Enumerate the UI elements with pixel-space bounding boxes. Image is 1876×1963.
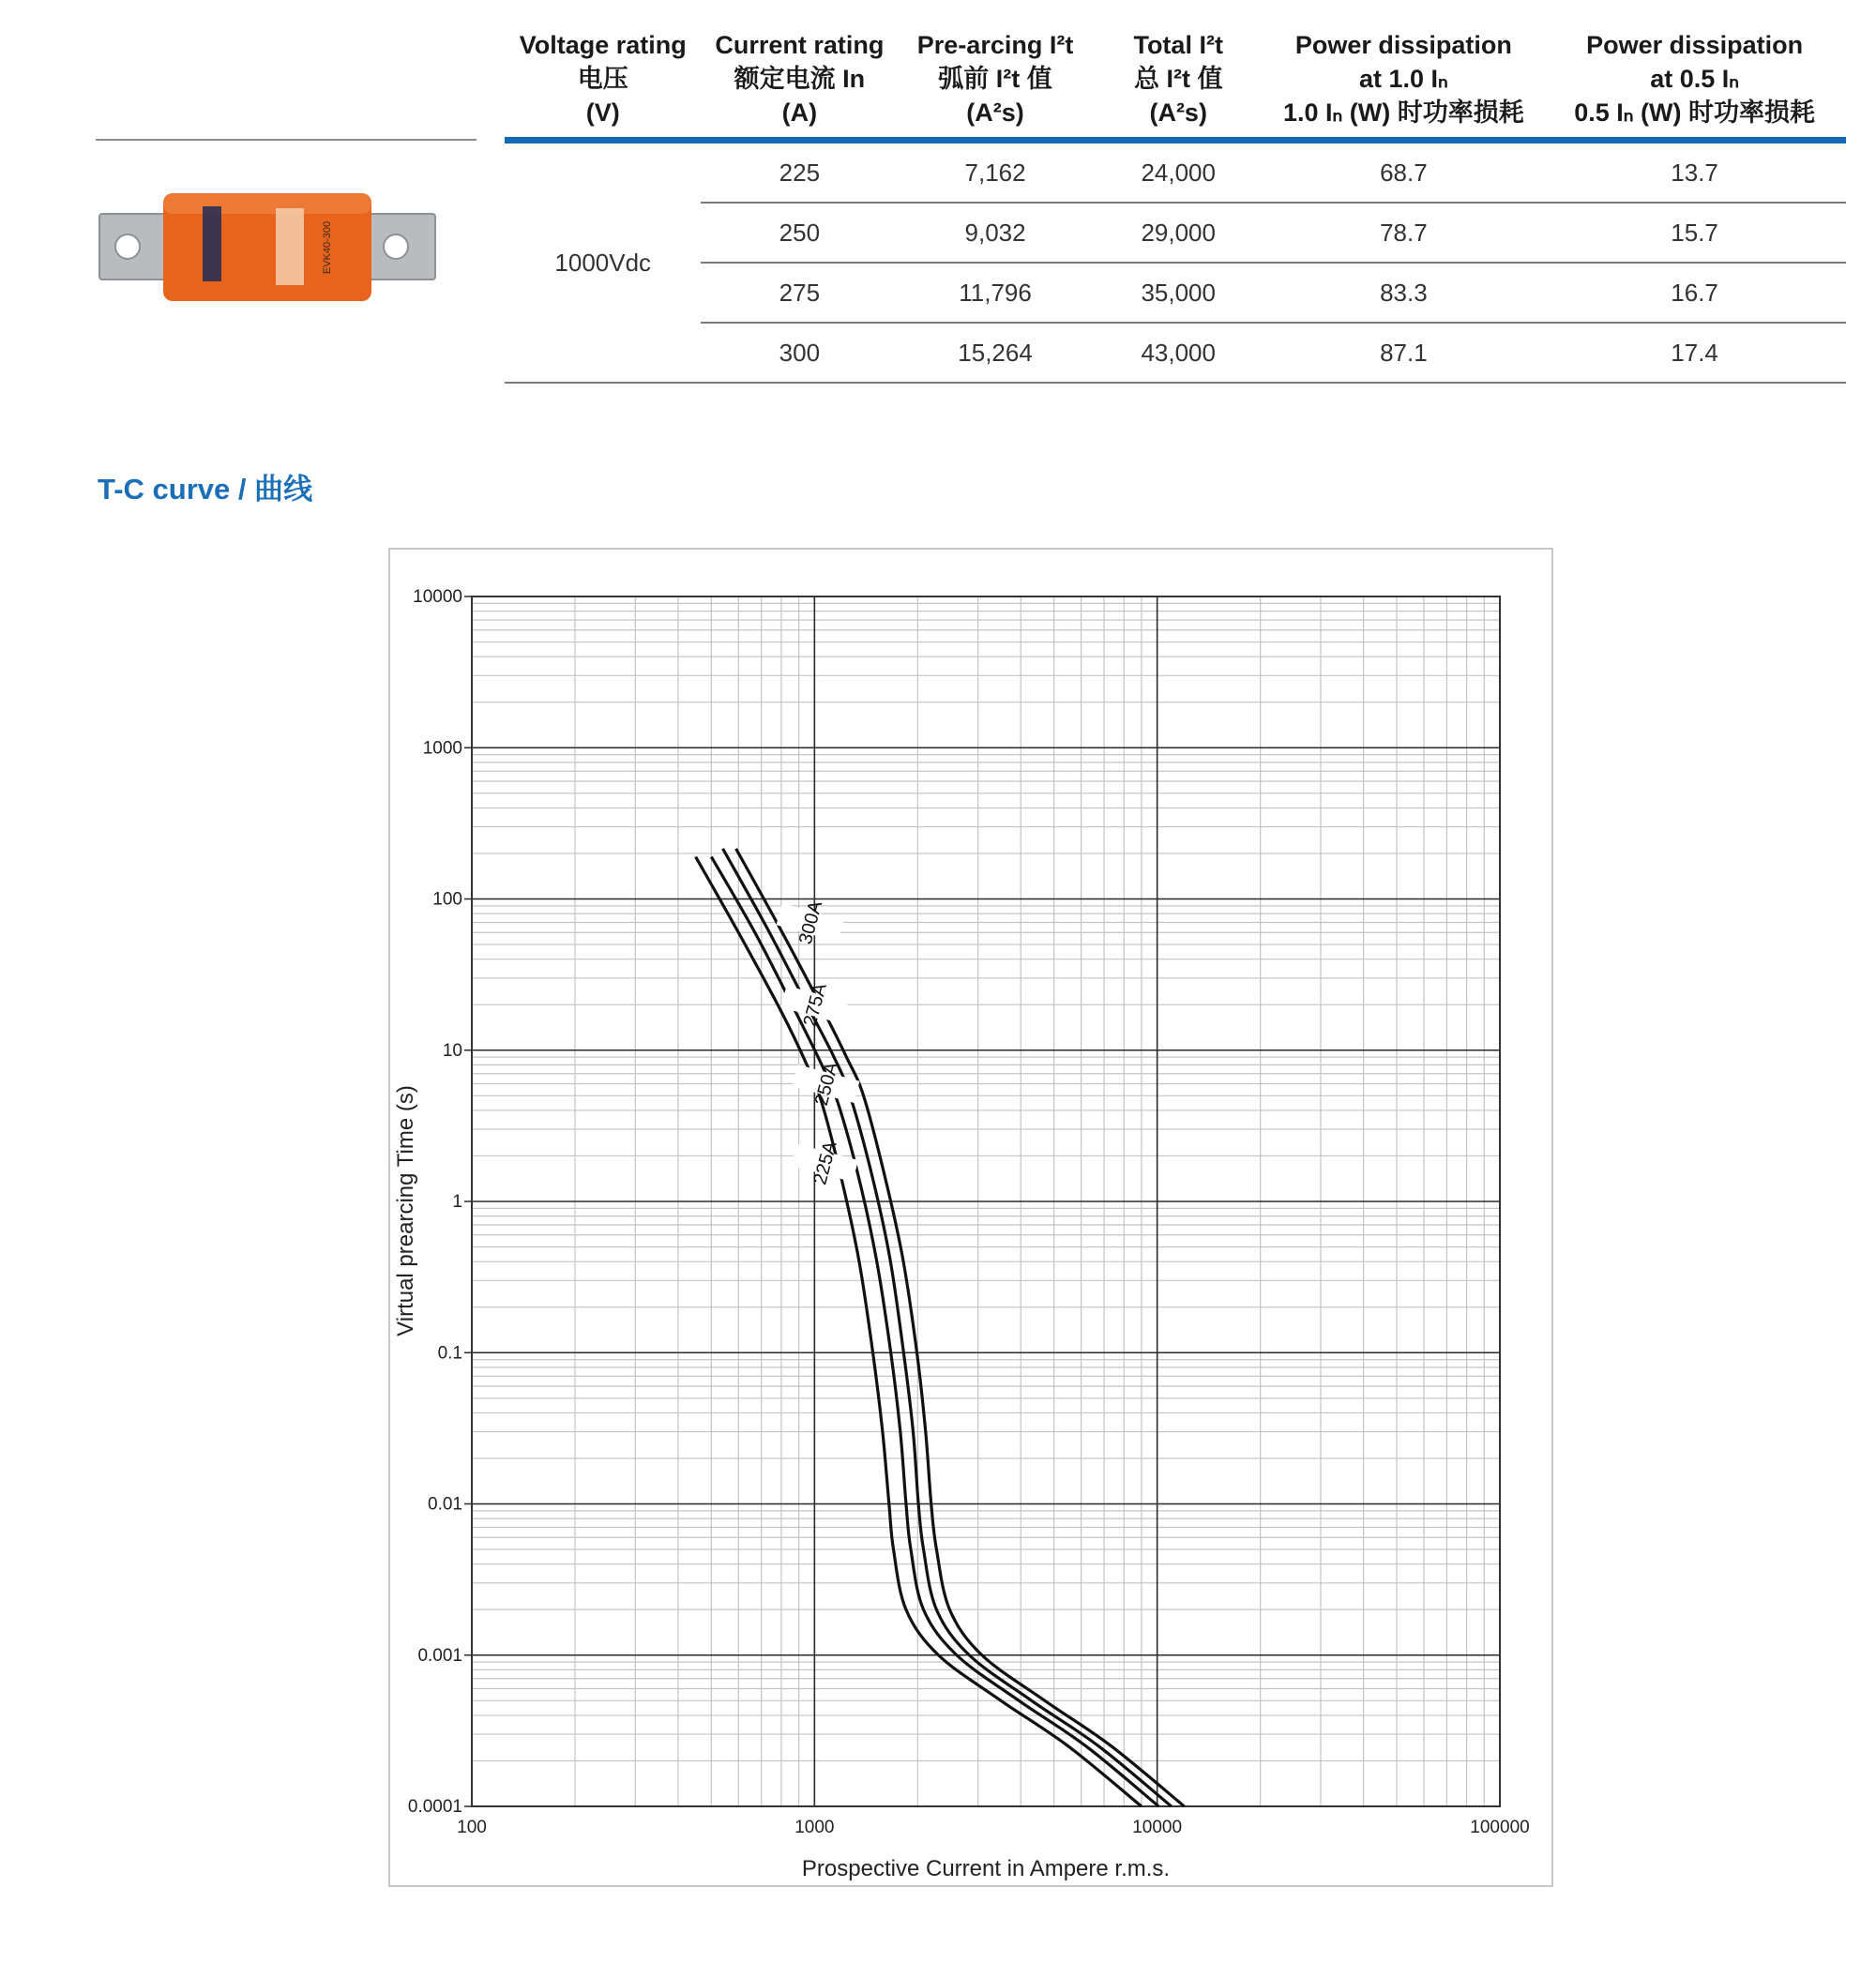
- table-header-5: [1543, 28, 1846, 141]
- table-header-line: Voltage rating: [519, 31, 687, 59]
- curve-225A: [696, 857, 1142, 1806]
- table-body: [505, 141, 1846, 384]
- table-header-line: 总 I²t 值: [1133, 65, 1223, 93]
- table-header-4: [1264, 28, 1544, 141]
- y-tick-label: 10: [442, 1040, 462, 1061]
- table-header-line: 额定电流 In: [734, 65, 866, 93]
- eaton-logo: [203, 206, 221, 281]
- y-tick-label: 100: [432, 889, 462, 910]
- y-tick-label: 0.0001: [407, 1797, 462, 1817]
- table-cell: 87.1: [1264, 323, 1544, 383]
- grid-major: [464, 596, 1500, 1806]
- y-tick-label: 1000: [422, 738, 462, 759]
- table-cell: 68.7: [1264, 141, 1544, 204]
- table-header-line: Pre-arcing I²t: [916, 31, 1074, 59]
- table-header-line: 弧前 I²t 值: [938, 65, 1052, 93]
- x-tick-label: 10000: [1132, 1818, 1183, 1837]
- table-row: [505, 263, 1846, 323]
- y-tick-label: 10000: [413, 587, 462, 607]
- spec-table: [505, 28, 1846, 384]
- table-cell: 15.7: [1543, 203, 1846, 263]
- y-tick-label: 1: [452, 1192, 462, 1212]
- x-axis-ticks: [457, 1818, 1530, 1837]
- x-tick-label: 1000: [794, 1818, 835, 1837]
- fuse-left-hole: [115, 234, 140, 259]
- table-header-line: Total I²t: [1133, 31, 1223, 59]
- y-tick-label: 0.001: [417, 1645, 462, 1666]
- table-cell: 29,000: [1093, 203, 1264, 263]
- y-axis-label: Virtual prearcing Time (s): [393, 1085, 418, 1336]
- table-header-1: [701, 28, 898, 141]
- table-row: [505, 323, 1846, 383]
- table-cell: 43,000: [1093, 323, 1264, 383]
- image-divider: [96, 139, 477, 141]
- fuse-label-panel: [276, 208, 304, 285]
- table-cell: 7,162: [898, 141, 1093, 204]
- fuse-right-hole: [384, 234, 408, 259]
- section-title: T-C curve / 曲线: [98, 473, 313, 506]
- table-cell: 17.4: [1543, 323, 1846, 383]
- table-header-line: (A²s): [1149, 98, 1207, 127]
- table-header-line: Power dissipation: [1586, 31, 1804, 59]
- fuse-part-number: EVK40-300: [322, 220, 333, 275]
- table-row: [505, 203, 1846, 263]
- x-tick-label: 100000: [1470, 1818, 1530, 1837]
- table-header-line: 1.0 Iₙ (W) 时功率损耗: [1282, 98, 1524, 127]
- curve-label: 225A: [809, 1139, 841, 1187]
- table-cell: 83.3: [1264, 263, 1544, 323]
- curve-label: 250A: [810, 1060, 843, 1109]
- table-cell: 16.7: [1543, 263, 1846, 323]
- curves: [696, 849, 1185, 1806]
- table-header-line: (A): [781, 98, 818, 127]
- table-header-line: at 1.0 Iₙ: [1358, 65, 1448, 93]
- table-row: [505, 141, 1846, 204]
- table-header-0: [505, 28, 701, 141]
- table-header-line: Power dissipation: [1294, 31, 1512, 59]
- fuse-highlight: [163, 193, 371, 214]
- y-tick-label: 0.1: [437, 1343, 462, 1364]
- table-header-2: [898, 28, 1093, 141]
- curve-label: 300A: [794, 898, 827, 947]
- table-cell: 15,264: [898, 323, 1093, 383]
- table-header-line: 0.5 Iₙ (W) 时功率损耗: [1574, 98, 1815, 127]
- tc-curve-chart: [390, 550, 1551, 1885]
- table-cell: 275: [701, 263, 898, 323]
- table-cell: 9,032: [898, 203, 1093, 263]
- table-header-3: [1093, 28, 1264, 141]
- table-header-line: (A²s): [966, 98, 1024, 127]
- chart-frame: [388, 548, 1553, 1887]
- voltage-cell: 1000Vdc: [505, 141, 701, 384]
- table-cell: 13.7: [1543, 141, 1846, 204]
- y-tick-label: 0.01: [428, 1494, 462, 1515]
- table-header-line: at 0.5 Iₙ: [1650, 65, 1739, 93]
- table-header-row: [505, 28, 1846, 141]
- fuse-product-image: [98, 188, 454, 310]
- table-cell: 11,796: [898, 263, 1093, 323]
- table-header-line: Current rating: [715, 31, 885, 59]
- table-cell: 24,000: [1093, 141, 1264, 204]
- curve-label: 275A: [799, 981, 831, 1029]
- x-tick-label: 100: [457, 1818, 487, 1837]
- table-cell: 300: [701, 323, 898, 383]
- table-header-line: 电压: [577, 65, 628, 93]
- x-axis-label: Prospective Current in Ampere r.m.s.: [801, 1856, 1171, 1881]
- table-cell: 225: [701, 141, 898, 204]
- curve-250A: [711, 857, 1158, 1806]
- table-header-line: (V): [585, 98, 620, 127]
- table-cell: 250: [701, 203, 898, 263]
- table-cell: 78.7: [1264, 203, 1544, 263]
- table-cell: 35,000: [1093, 263, 1264, 323]
